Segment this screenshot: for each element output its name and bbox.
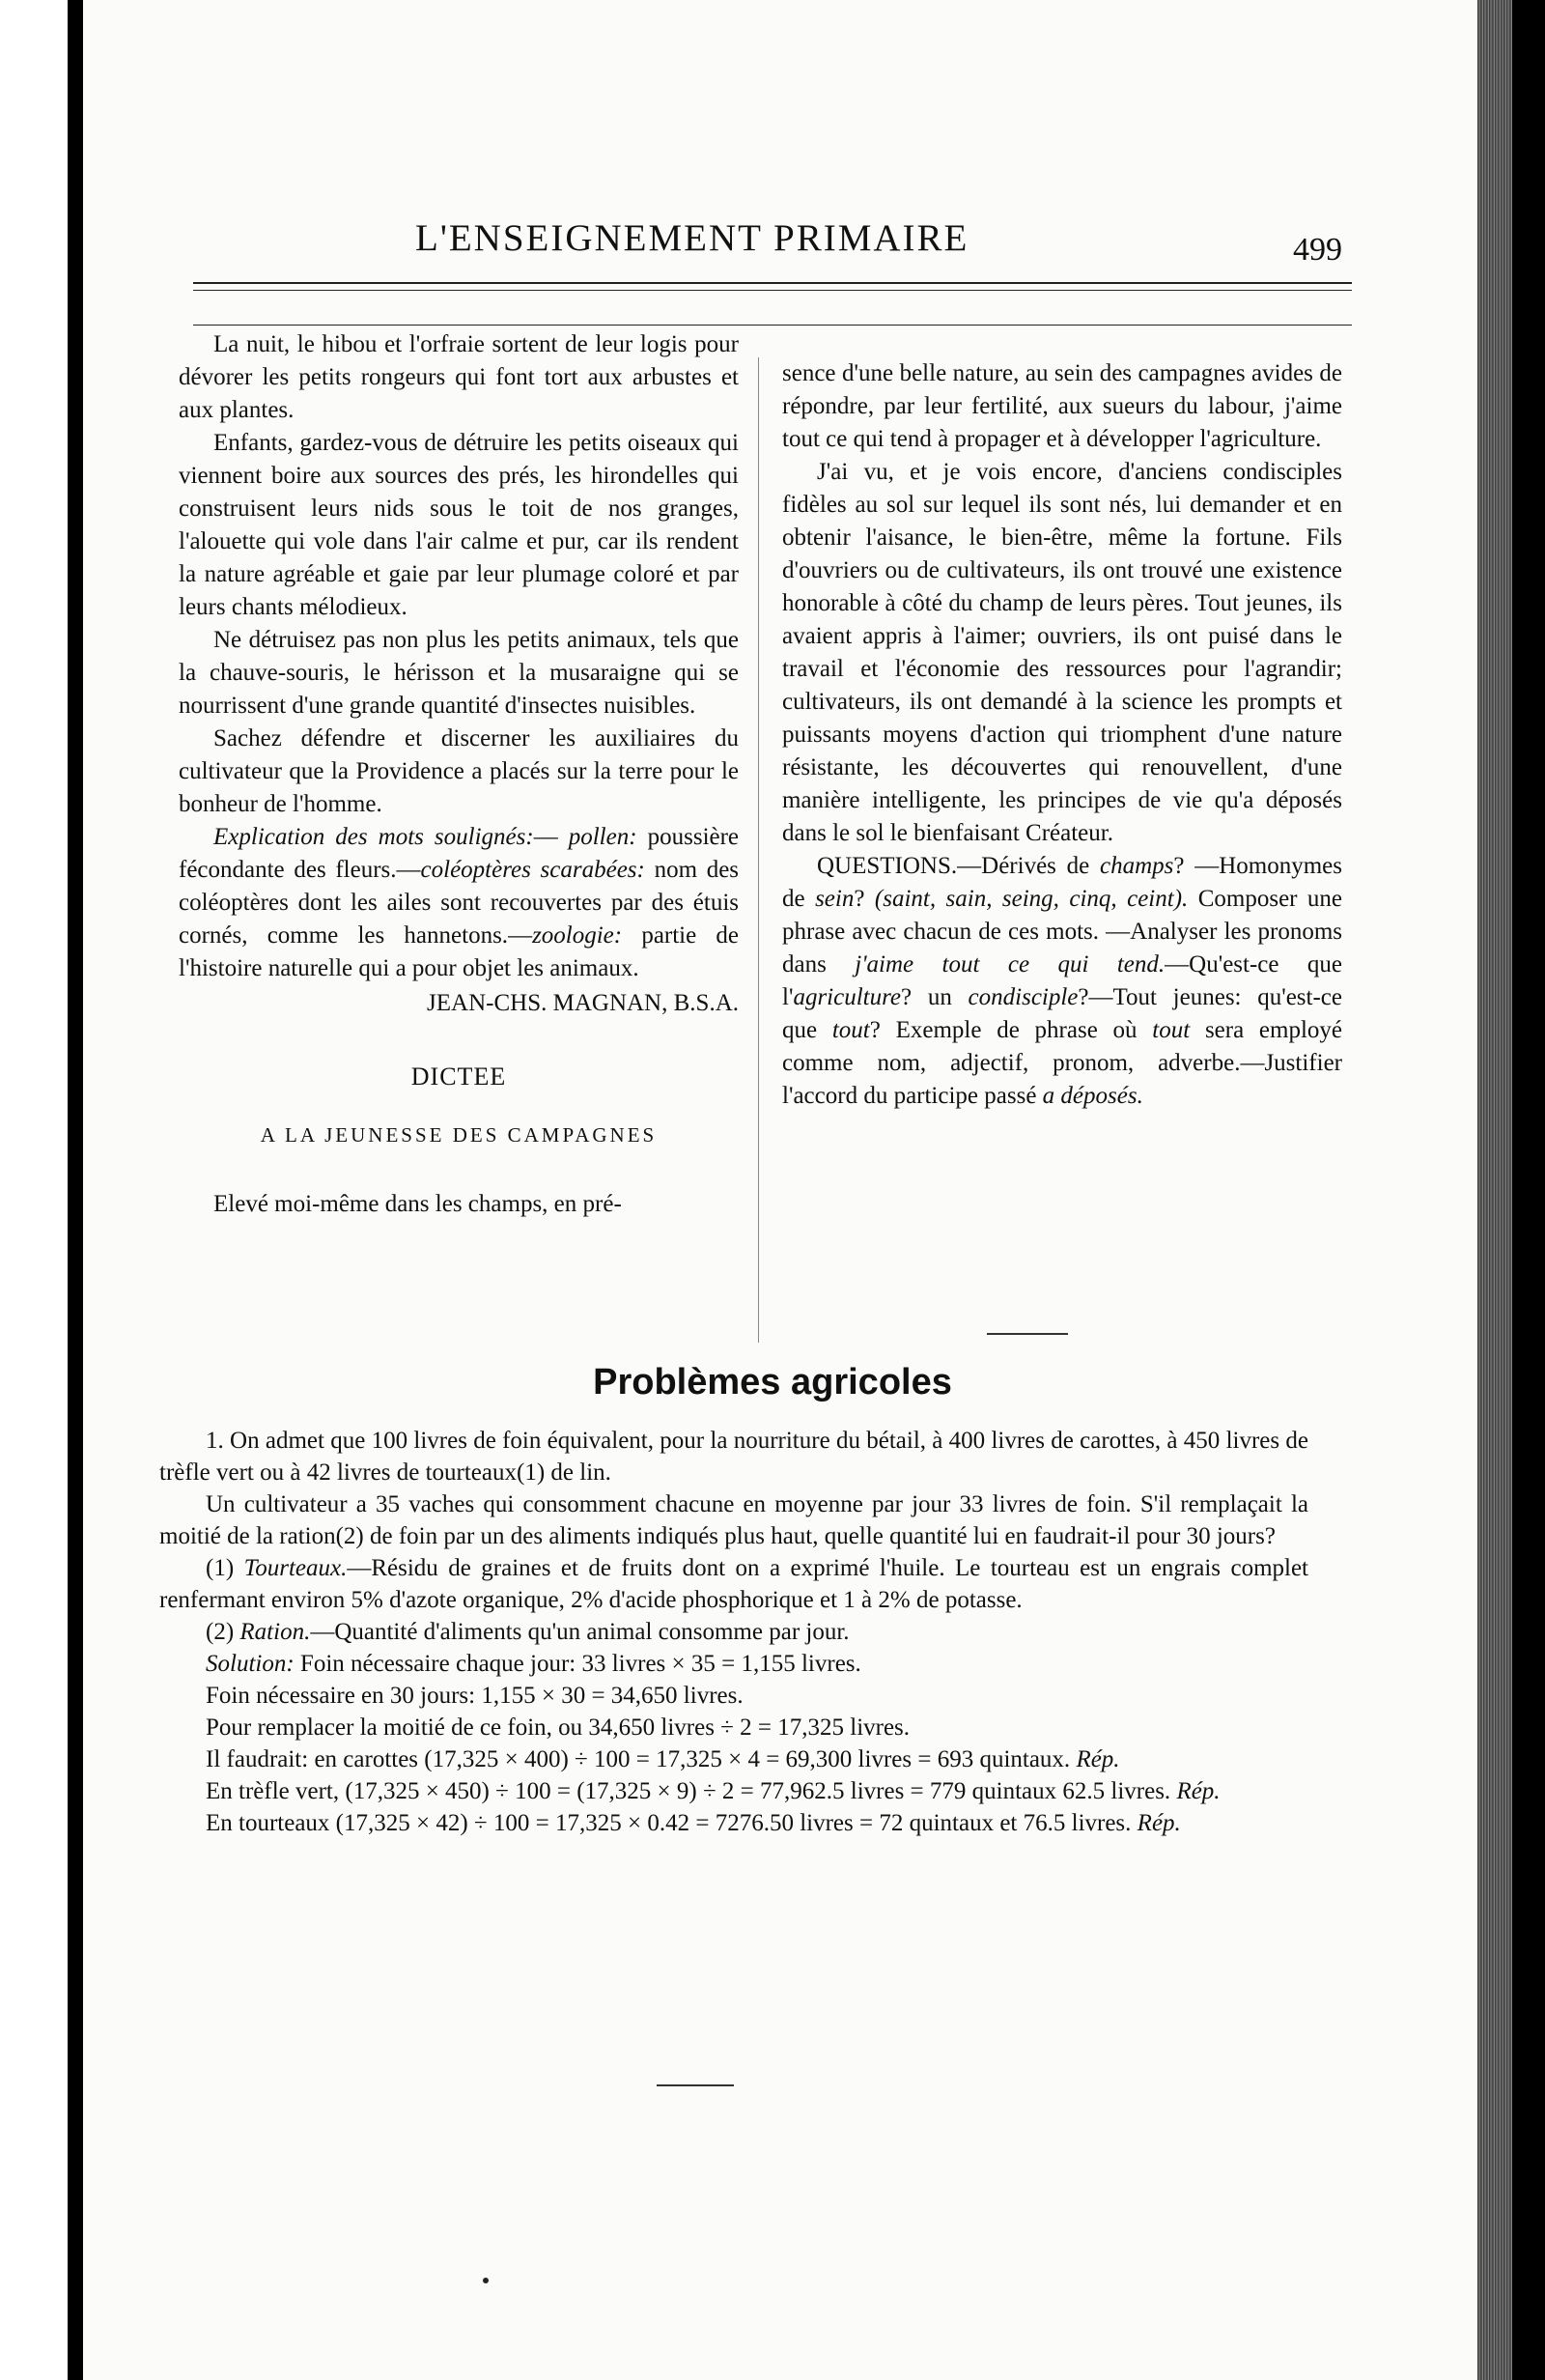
questions-label: QUESTIONS. [817,853,958,879]
journal-title: L'ENSEIGNEMENT PRIMAIRE [415,217,969,259]
solution-line: Foin nécessaire en 30 jours: 1,155 × 30 = 34,650 livres. [206,1683,744,1709]
solution-text: Il faudrait: en carottes (17,325 × 400) ÷ 100 = 17,325 × 4 = 69,300 livres = 693 quintaux. [206,1746,1071,1772]
term-coleopteres: coléoptères scarabées: [420,857,645,883]
solution-text: Foin nécessaire chaque jour: 33 livres × 35 = 1,155 livres. [299,1651,861,1677]
dictee-opening: Elevé moi-même dans les champs, en pré- [213,1191,622,1217]
solution-line [159,1807,1308,1839]
section-separator [987,1333,1068,1335]
ink-speck [483,2278,489,2283]
questions-text: ? Exemple de phrase où [869,1017,1138,1043]
solution-text: En tourteaux (17,325 × 42) ÷ 100 = 17,325 × 0.42 = 7276.50 livres = 72 quintaux et 76.5 livres. [206,1810,1132,1836]
dictee-heading: DICTEE [410,1062,507,1091]
paragraph: J'ai vu, et je vois encore, d'anciens condisciples fidèles au sol sur lequel ils sont nés, lui demander et en obtenir l'aisance, le bien-être, même la fortune. Fils d'ouvriers ou de cultivateurs, ils ont trouvé une existence honorable à côté du champ de leurs pères. Tout jeunes, ils avaient appris à l'aimer; ouvriers, ils ont puisé dans le travail et l'économie des ressources pour l'agrandir; cultivateurs, ils ont demandé à la science les prompts et puissants moyens d'action qui triomphent d'une nature résistante, les découvertes qui renouvellent, d'une manière intelligente, les principes de vie qu'a déposés dans le sol le bienfaisant Créateur. [782,459,1342,846]
paragraph: La nuit, le hibou et l'orfraie sortent de leur logis pour dévorer les petits rongeurs qui font tort aux arbustes et aux plantes. [179,331,739,423]
def-coleopteres: nom des coléoptères dont les ailes sont recouvertes par des étuis cornés, comme les hannetons. [179,857,740,949]
solution-text: En trèfle vert, (17,325 × 450) ÷ 100 = (17,325 × 9) ÷ 2 = 77,962.5 livres = 779 quintaux 62.5 livres. [206,1778,1171,1804]
questions-term: condisciple [968,984,1079,1010]
questions-term: j'aime tout ce qui tend. [855,951,1166,978]
paragraph: Sachez défendre et discerner les auxiliaires du cultivateur que la Providence a placés sur la terre pour le bonheur de l'homme. [179,725,739,817]
questions-paragraph [782,850,1342,1113]
def-zoologie: partie de l'histoire naturelle qui a pour objet les animaux. [179,922,740,981]
footnote-text: —Quantité d'aliments qu'un animal consomme par jour. [310,1619,850,1645]
questions-text: ? [854,886,865,912]
page-stack-edge [1477,0,1512,2380]
explanation-paragraph: Explication des mots soulignés:— pollen: poussière fécondante des fleurs.—coléoptères scarabées: nom des coléoptères dont les ailes sont recouvertes par des étuis cornés, comme les hannetons.—zoologie: partie de l'histoire naturelle qui a pour objet les animaux. [179,824,740,981]
solution-line [159,1743,1308,1775]
answer-mark: Rép. [1176,1778,1221,1804]
questions-text: Composer une phrase avec chacun de ces mots. —Analyser les pronoms dans [782,886,1343,978]
questions-term: agriculture [793,984,902,1010]
solution-line: Pour remplacer la moitié de ce foin, ou 34,650 livres ÷ 2 = 17,325 livres. [206,1714,911,1741]
questions-text: —Qu'est-ce que l' [782,951,1343,1010]
questions-text: ?—Tout jeunes: qu'est-ce que [782,984,1342,1043]
end-separator [657,2084,734,2086]
problems-title: Problèmes agricoles [593,1362,952,1402]
footnote-2 [159,1616,1308,1648]
solution-line [159,1775,1308,1807]
header-rule-top [193,282,1352,284]
answer-mark: Rép. [1076,1746,1120,1772]
questions-term: (saint, sain, seing, cinq, ceint). [874,886,1189,912]
questions-term: tout [1152,1017,1191,1043]
questions-term: champs [1100,853,1174,879]
answer-mark: Rép. [1137,1810,1181,1836]
solution-label: Solution: [206,1651,295,1677]
column-top-rule [193,325,1352,326]
problem-question: Un cultivateur a 35 vaches qui consomment chacune en moyenne par jour 33 livres de foin. S'il remplaçait la moitié de la ration(2) de foin par un des aliments indiqués plus haut, quelle quantité lui en faudrait-il pour 30 jours? [159,1491,1308,1549]
left-column [179,328,739,1221]
questions-text: —Dérivés de [957,853,1090,879]
footnote-text: —Résidu de graines et de fruits dont on a exprimé l'huile. Le tourteau est un engrais complet renfermant environ 5% d'azote organique, 2% d'acide phosphorique et 1 à 2% de potasse. [159,1555,1308,1613]
footnote-1 [159,1552,1308,1616]
adjacent-page-edge [0,0,68,2380]
paragraph: sence d'une belle nature, au sein des campagnes avides de répondre, par leur fertilité, aux sueurs du labour, j'aime tout ce qui tend à propager et à développer l'agriculture. [782,360,1342,452]
questions-text: sera employé comme nom, adjectif, pronom, adverbe.—Justifier l'accord du participe passé [782,1017,1343,1109]
explanation-lead: Explication des mots soulignés: [213,824,534,850]
footnote-number: (1) [206,1555,235,1581]
questions-term: tout [831,1017,870,1043]
problem-statement: 1. On admet que 100 livres de foin équivalent, pour la nourriture du bétail, à 400 livres de carottes, à 450 livres de trèfle vert ou à 42 livres de tourteaux(1) de lin. [159,1428,1308,1486]
page-number: 499 [1293,232,1342,268]
term-pollen: pollen: [568,824,637,850]
dictee-subheading: A LA JEUNESSE DES CAMPAGNES [260,1123,658,1147]
questions-term: a déposés. [1042,1083,1143,1109]
footnote-number: (2) [206,1619,235,1645]
paragraph: Ne détruisez pas non plus les petits animaux, tels que la chauve-souris, le hérisson et la musaraigne qui se nourrissent d'une grande quantité d'insectes nuisibles. [179,627,739,719]
term-zoologie: zoologie: [532,922,623,949]
solution-line [159,1648,1308,1680]
header-rule-bottom [193,290,1352,291]
questions-text: ? un [901,984,952,1010]
problems-section [159,1425,1308,1839]
footnote-term: Tourteaux. [243,1555,348,1581]
def-pollen: poussière fécondante des fleurs. [179,824,740,883]
footnote-term: Ration. [239,1619,311,1645]
running-header [97,203,1342,270]
questions-text: ? —Homonymes de [782,853,1343,912]
author-signature: JEAN-CHS. MAGNAN, B.S.A. [427,990,739,1016]
paragraph: Enfants, gardez-vous de détruire les petits oiseaux qui viennent boire aux sources des prés, les hirondelles qui construisent leurs nids sous le toit de nos granges, l'alouette qui vole dans l'air calme et pur, car ils rendent la nature agréable et gaie par leur plumage coloré et par leurs chants mélodieux. [179,430,739,620]
questions-term: sein [815,886,855,912]
column-divider [758,357,759,1343]
right-column [782,357,1342,1113]
